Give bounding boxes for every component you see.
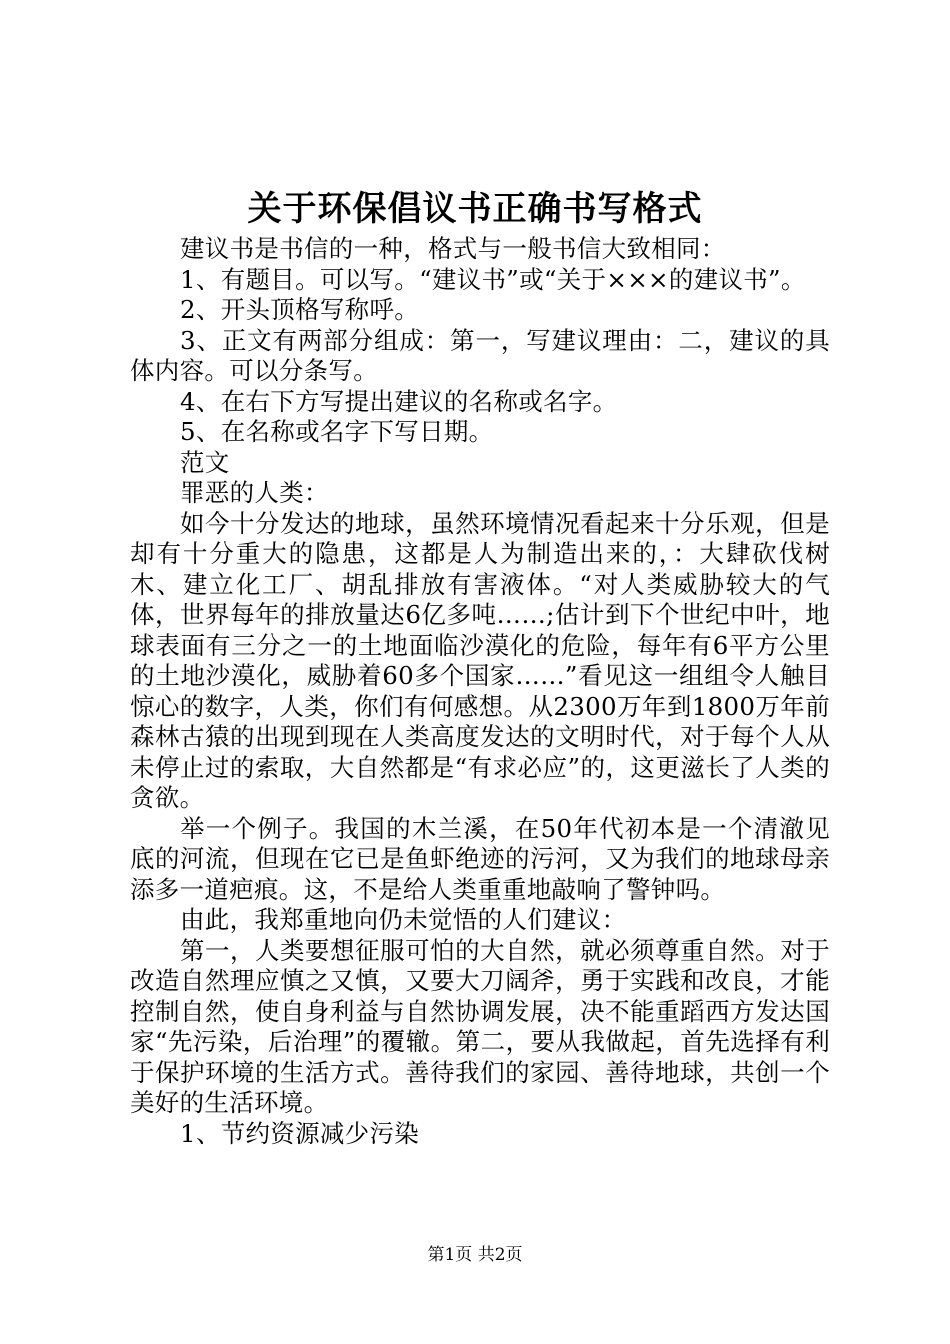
paragraph-subheading: 1、节约资源减少污染 — [180, 1118, 420, 1148]
paragraph-item-1: 1、有题目。可以写。“建议书”或“关于×××的建议书”。 — [180, 264, 806, 294]
paragraph-item-4: 4、在右下方写提出建议的名称或名字。 — [180, 386, 618, 416]
paragraph-body-4: 第一，人类要想征服可怕的大自然，就必须尊重自然。对于改造自然理应慎之又慎，又要大刀阔斧，勇于实践和改良，才能控制自然，使自身利益与自然协调发展，决不能重蹈西方发达国家“先污染，后治理”的覆辙。第二，要从我做起，首先选择有利于保护环境的生活方式。善待我们的家园、善待地球，共创一个美好的生活环境。 — [130, 935, 830, 1117]
paragraph-intro: 建议书是书信的一种，格式与一般书信大致相同： — [180, 234, 726, 263]
paragraph-body-2: 举一个例子。我国的木兰溪，在50年代初本是一个清澈见底的河流，但现在它已是鱼虾绝迹的污河，又为我们的地球母亲添多一道疤痕。这，不是给人类重重地敲响了警钟吗。 — [130, 813, 830, 904]
salutation: 罪恶的人类： — [180, 478, 329, 507]
paragraph-body-3: 由此，我郑重地向仍未觉悟的人们建议： — [180, 905, 627, 934]
document-body — [130, 234, 830, 1149]
paragraph-item-3: 3、正文有两部分组成：第一，写建议理由：二，建议的具体内容。可以分条写。 — [130, 325, 830, 385]
paragraph-body-1: 如今十分发达的地球，虽然环境情况看起来十分乐观，但是却有十分重大的隐患，这都是人为制造出来的，：大肆砍伐树木、建立化工厂、胡乱排放有害液体。“对人类威胁较大的气体，世界每年的排放量达6亿多吨……;估计到下个世纪中叶，地球表面有三分之一的土地面临沙漠化的危险，每年有6平方公里的土地沙漠化，威胁着60多个国家……”看见这一组组令人触目惊心的数字，人类，你们有何感想。从2300万年到1800万年前森林古猿的出现到现在人类高度发达的文明时代，对于每个人从未停止过的索取，大自然都是“有求必应”的，这更滋长了人类的贪欲。 — [130, 508, 830, 812]
sample-heading: 范文 — [180, 447, 230, 477]
paragraph-item-5: 5、在名称或名字下写日期。 — [180, 417, 494, 446]
document-title: 关于环保倡议书正确书写格式 — [247, 189, 703, 229]
page-footer: 第1页 共2页 — [427, 1245, 523, 1265]
paragraph-item-2: 2、开头顶格写称呼。 — [180, 295, 420, 324]
